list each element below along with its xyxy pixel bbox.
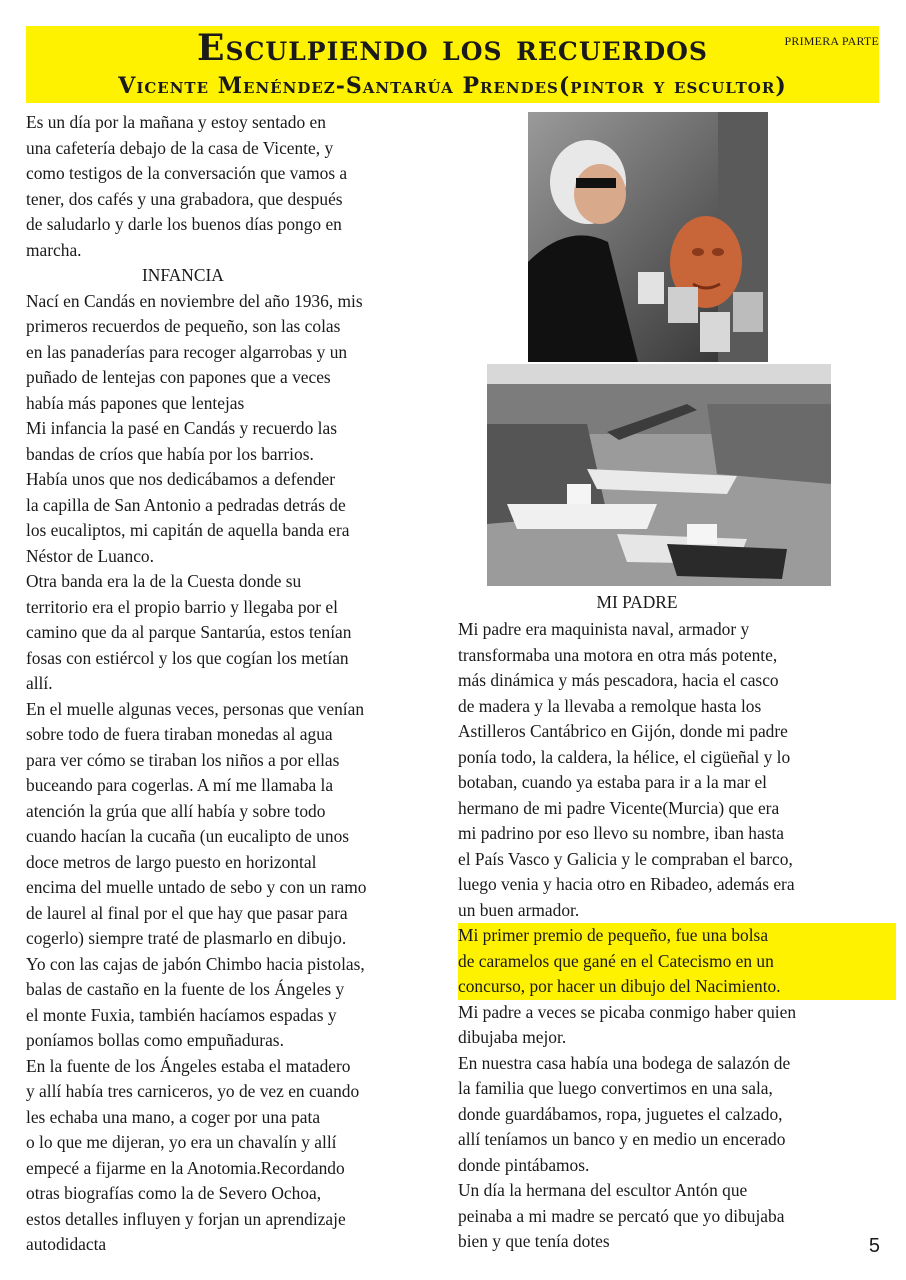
text-line: el País Vasco y Galicia y le compraban el barco,: [458, 848, 793, 869]
text-line: les echaba una mano, a coger por una pata: [26, 1106, 321, 1127]
text-line: luego venia y hacia otro en Ribadeo, además era: [458, 874, 795, 894]
page-title: Esculpiendo los recuerdos: [197, 27, 708, 69]
text-line: cogerlo) siempre traté de plasmarlo en dibujo.: [26, 928, 347, 948]
text-line: de madera y la llevaba a remolque hasta los: [458, 695, 762, 716]
page-subtitle: Vicente Menéndez-Santarúa Prendes(pintor y escultor): [118, 73, 787, 99]
text-line: transformaba una motora en otra más potente,: [458, 644, 778, 665]
text-line: botaban, cuando ya estaba para ir a la mar el: [458, 772, 768, 792]
text-line: bien y que tenía dotes: [458, 1231, 610, 1251]
text-line: los eucaliptos, mi capitán de aquella banda era: [26, 520, 350, 540]
highlighted-line: concurso, por hacer un dibujo del Nacimiento.: [458, 976, 781, 996]
text-line: atención la grúa que allí había y sobre todo: [26, 800, 326, 821]
text-line: dibujaba mejor.: [458, 1027, 567, 1047]
text-line: bandas de críos que había por los barrios.: [26, 443, 314, 464]
text-line: Yo con las cajas de jabón Chimbo hacia pistolas,: [26, 953, 365, 974]
text-line: camino que da al parque Santarúa, estos tenían: [26, 622, 352, 642]
text-line: o lo que me dijeran, yo era un chavalín y allí: [26, 1132, 337, 1152]
text-line: en las panaderías para recoger algarrobas y un: [26, 341, 348, 362]
highlighted-line: Mi primer premio de pequeño, fue una bolsa: [458, 925, 769, 945]
text-line: primeros recuerdos de pequeño, son las colas: [26, 316, 341, 336]
text-line: una cafetería debajo de la casa de Vicente, y: [26, 137, 334, 158]
text-line: estos detalles influyen y forjan un aprendizaje: [26, 1208, 346, 1229]
text-line: autodidacta: [26, 1234, 107, 1254]
highlighted-line: de caramelos que gané en el Catecismo en un: [458, 950, 774, 971]
text-line: buceando para cogerlas. A mí me llamaba la: [26, 775, 334, 795]
text-line: puñado de lentejas con papones que a veces: [26, 367, 331, 387]
text-line: Un día la hermana del escultor Antón que: [458, 1180, 748, 1200]
header-banner: [26, 26, 879, 103]
text-line: encima del muelle untado de sebo y con un ramo: [26, 877, 367, 897]
text-line: más dinámica y más pescadora, hacia el casco: [458, 670, 779, 690]
text-line: allí teníamos un banco y en medio un encerado: [458, 1129, 786, 1149]
text-line: Nací en Candás en noviembre del año 1936, mis: [26, 290, 363, 311]
text-line: el monte Fuxia, también hacíamos espadas y: [26, 1004, 337, 1025]
text-line: Néstor de Luanco.: [26, 545, 154, 566]
text-line: peinaba a mi madre se percató que yo dibujaba: [458, 1205, 785, 1226]
section-heading-infancia: INFANCIA: [142, 265, 224, 285]
text-line: marcha.: [26, 239, 82, 260]
highlighted-paragraph: [458, 923, 896, 1000]
text-line: Astilleros Cantábrico en Gijón, donde mi padre: [458, 721, 788, 741]
text-line: sobre todo de fuera tiraban monedas al agua: [26, 724, 333, 744]
text-line: donde pintábamos.: [458, 1154, 590, 1175]
text-line: En la fuente de los Ángeles estaba el matadero: [26, 1055, 351, 1076]
text-line: ponía todo, la caldera, la hélice, el cigüeñal y lo: [458, 746, 791, 767]
text-line: donde guardábamos, ropa, juguetes el calzado,: [458, 1103, 783, 1124]
text-line: En el muelle algunas veces, personas que venían: [26, 698, 365, 719]
text-line: otras biografías como la de Severo Ochoa,: [26, 1183, 322, 1203]
part-label: PRIMERA PARTE: [784, 34, 879, 48]
text-line: la capilla de San Antonio a pedradas detrás de: [26, 494, 346, 515]
text-line: empecé a fijarme en la Anotomia.Recordando: [26, 1157, 345, 1178]
text-line: Había unos que nos dedicábamos a defender: [26, 469, 336, 489]
text-line: poníamos bollas como empuñaduras.: [26, 1030, 284, 1050]
text-line: Mi padre a veces se picaba conmigo haber quien: [458, 1001, 797, 1022]
text-line: de laurel al final por el que hay que pasar para: [26, 902, 348, 923]
sculptor-photo: [528, 112, 768, 362]
text-line: Es un día por la mañana y estoy sentado en: [26, 112, 326, 132]
text-line: En nuestra casa había una bodega de salazón de: [458, 1052, 791, 1073]
text-line: para ver cómo se tiraban los niños a por ellas: [26, 749, 340, 770]
text-line: de saludarlo y darle los buenos días pongo en: [26, 214, 342, 234]
text-line: mi padrino por eso llevo su nombre, iban hasta: [458, 823, 785, 843]
text-line: territorio era el propio barrio y llegaba por el: [26, 596, 338, 617]
page-number: 5: [868, 1235, 880, 1257]
caption-mi-padre: MI PADRE: [596, 592, 678, 612]
text-line: fosas con estiércol y los que cogían los metían: [26, 647, 349, 668]
text-line: Mi infancia la pasé en Candás y recuerdo las: [26, 418, 337, 438]
text-line: y allí había tres carniceros, yo de vez en cuando: [26, 1081, 360, 1101]
text-line: Mi padre era maquinista naval, armador y: [458, 619, 750, 639]
text-line: cuando hacían la cucaña (un eucalipto de unos: [26, 826, 350, 846]
harbor-photo: [487, 364, 831, 586]
text-line: tener, dos cafés y una grabadora, que después: [26, 188, 343, 209]
text-line: hermano de mi padre Vicente(Murcia) que era: [458, 797, 780, 818]
right-column: [458, 617, 888, 1255]
text-line: Otra banda era la de la Cuesta donde su: [26, 571, 302, 591]
text-line: allí.: [26, 673, 53, 693]
text-line: la familia que luego convertimos en una sala,: [458, 1078, 773, 1098]
left-column: [26, 110, 451, 1258]
text-line: balas de castaño en la fuente de los Ángeles y: [26, 979, 345, 999]
text-line: había más papones que lentejas: [26, 392, 245, 413]
text-line: un buen armador.: [458, 899, 580, 920]
text-line: como testigos de la conversación que vamos a: [26, 163, 348, 183]
text-line: doce metros de largo puesto en horizontal: [26, 851, 317, 872]
